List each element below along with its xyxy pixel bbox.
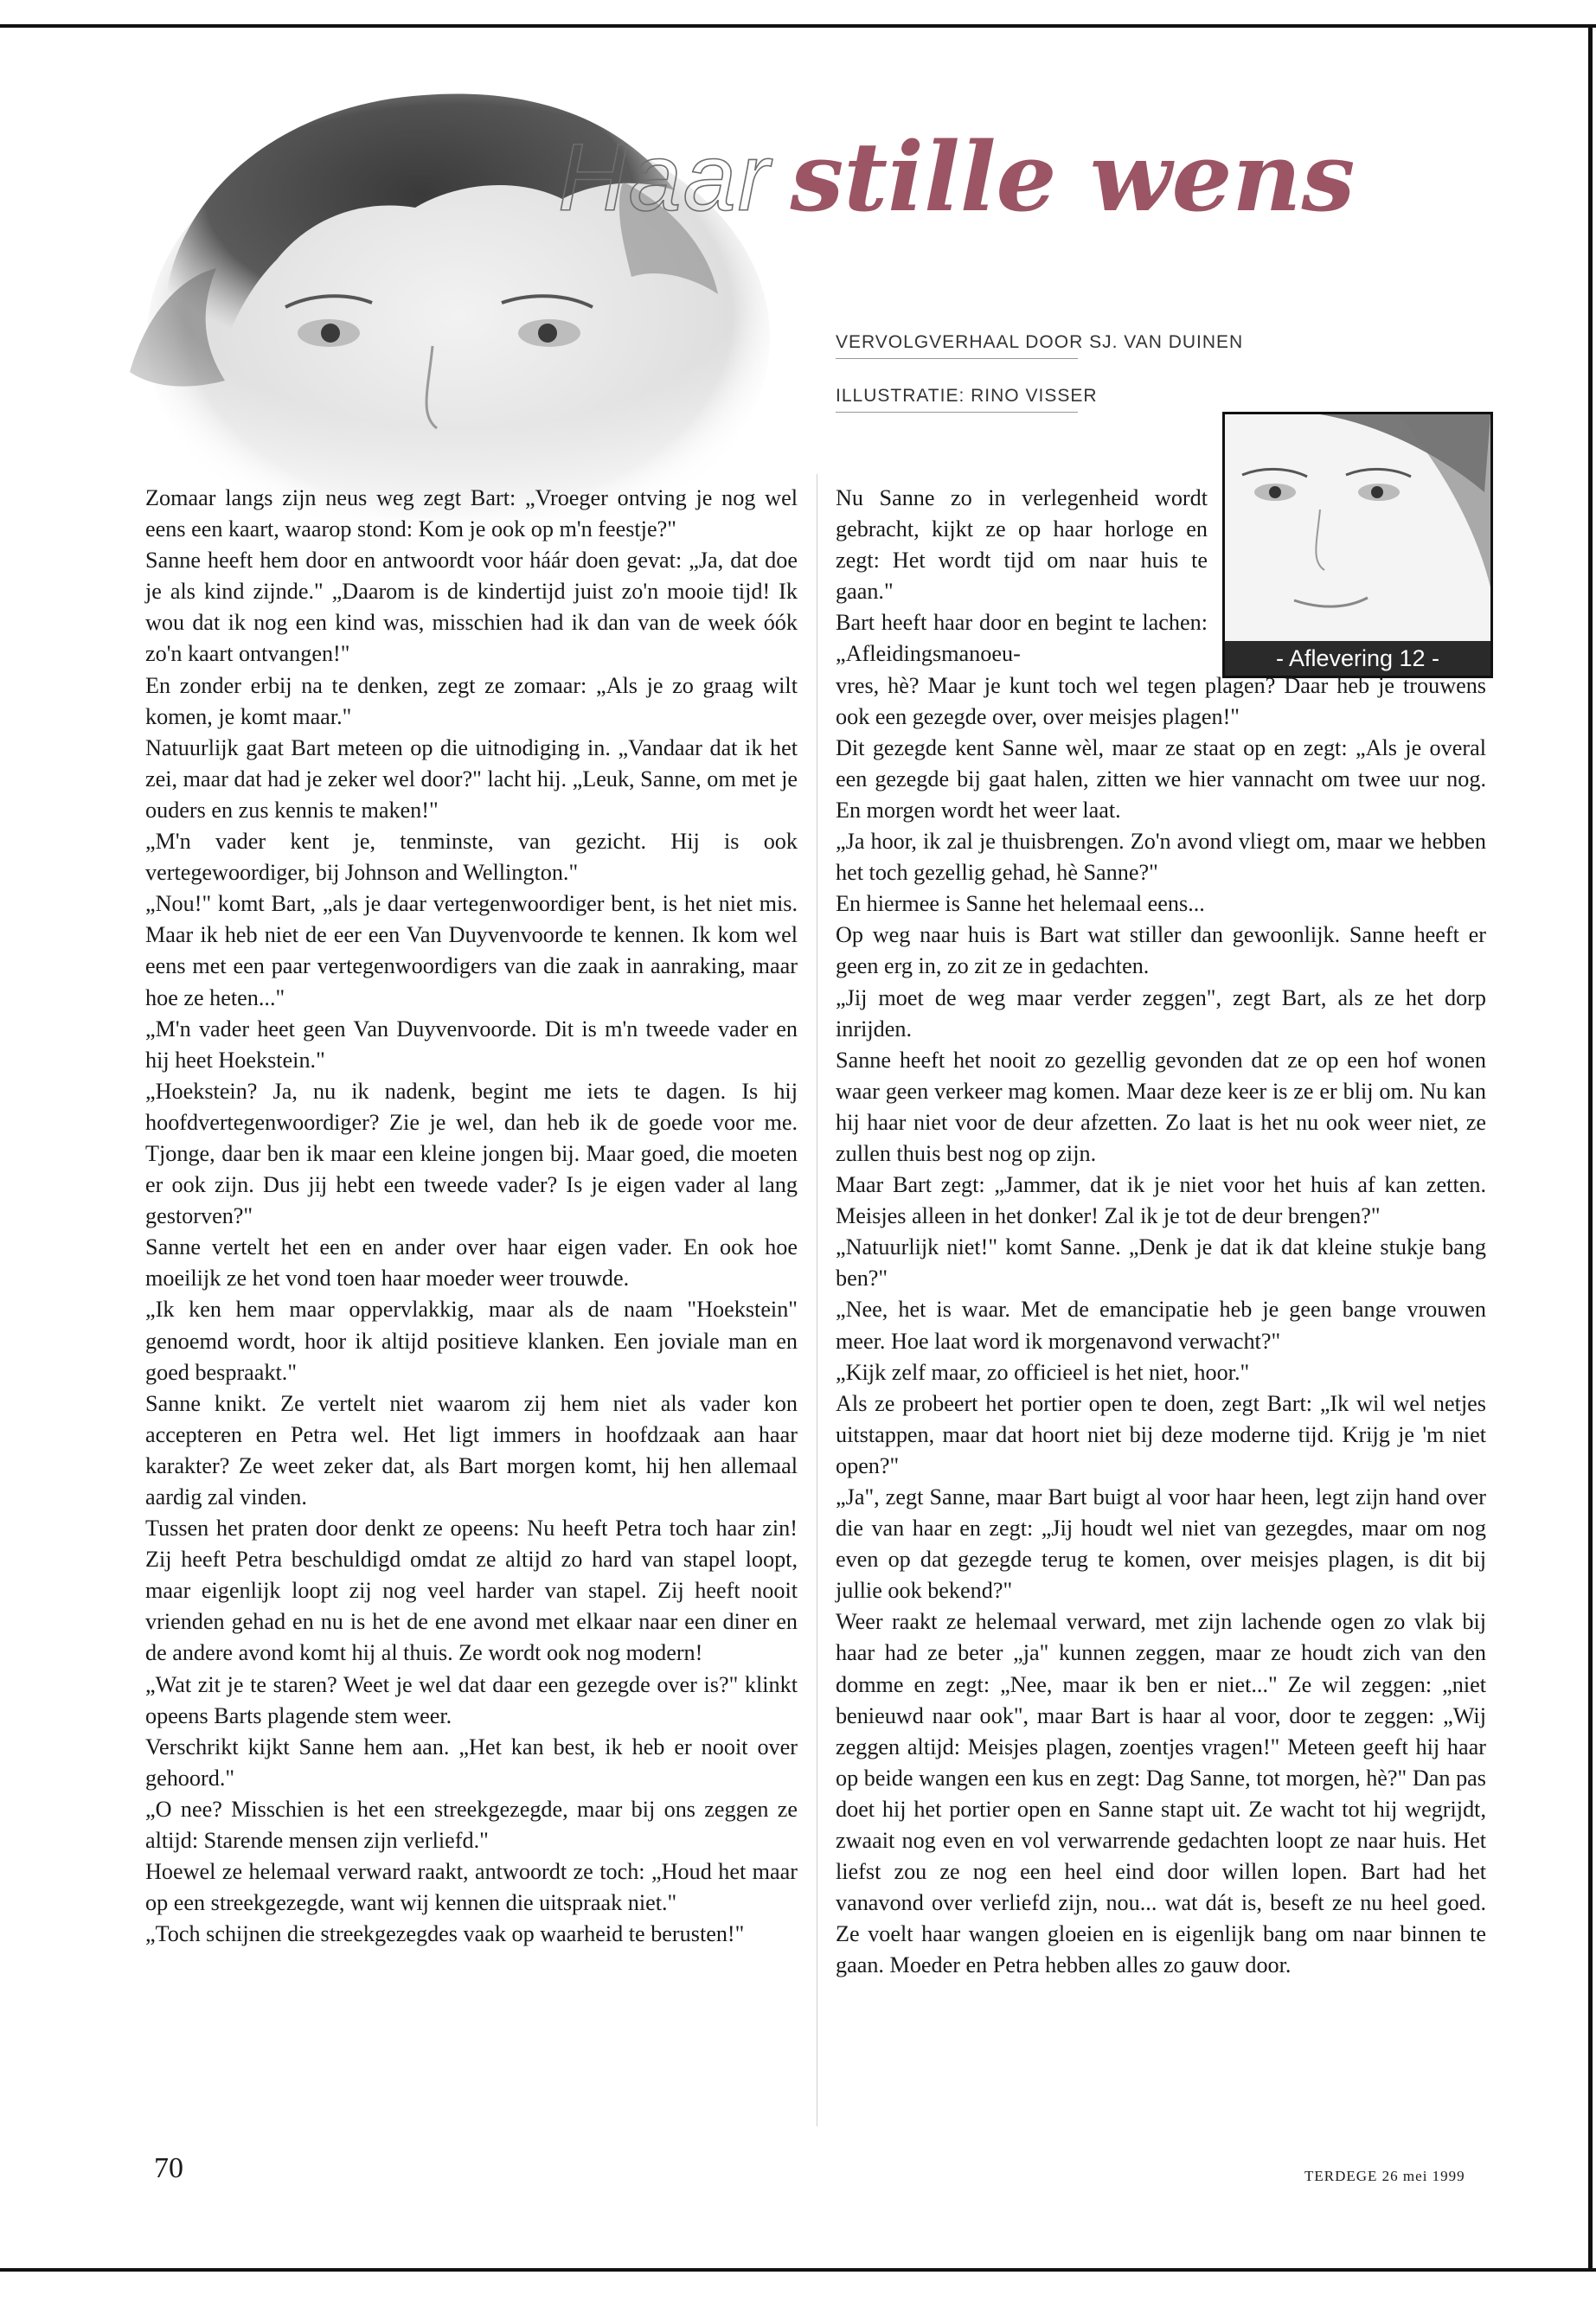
top-border-rule [0, 24, 1596, 28]
paragraph: „O nee? Misschien is het een streekgezegde, maar bij ons zeggen ze altijd: Starende mensen zijn verliefd." [145, 1796, 798, 1854]
episode-label: - Aflevering 12 - [1225, 641, 1490, 676]
paragraph: Sanne heeft hem door en antwoordt voor háár doen gevat: „Ja, dat doe je als kind zijnde." „Daarom is de kindertijd juist zo'n mooie tijd! Ik wou dat ik nog een kind was, misschien had ik dan van de week óók zo'n kaart ontvangen!" [145, 548, 798, 667]
paragraph: Sanne knikt. Ze vertelt niet waarom zij hem niet als vader kon accepteren en Petra wel. Het ligt immers in hoofdzaak aan haar karakter? Ze weet zeker dat, als Bart morgen komt, hij hen allemaal aardig zal vinden. [145, 1390, 798, 1509]
paragraph: Nu Sanne zo in verlegenheid wordt gebracht, kijkt ze op haar horloge en zegt: Het wordt tijd om naar huis te gaan." [836, 485, 1208, 605]
paragraph: Als ze probeert het portier open te doen, zegt Bart: „Ik wil wel netjes uitstappen, maar dat hoort niet bij deze moderne tijd. Krijg je 'm niet open?" [836, 1390, 1486, 1478]
paragraph: Verschrikt kijkt Sanne hem aan. „Het kan best, ik heb er nooit over gehoord." [145, 1734, 798, 1791]
byline-underline [836, 358, 1078, 359]
paragraph: „M'n vader kent je, tenminste, van gezicht. Hij is ook vertegewoordiger, bij Johnson and Wellington." [145, 829, 798, 886]
paragraph: „Wat zit je te staren? Weet je wel dat daar een gezegde over is?" klinkt opeens Barts plagende stem weer. [145, 1671, 798, 1728]
text-column-left [145, 483, 798, 1950]
bottom-border-rule [0, 2268, 1596, 2272]
paragraph: „Kijk zelf maar, zo officieel is het niet, hoor." [836, 1359, 1250, 1385]
paragraph: Natuurlijk gaat Bart meteen op die uitnodiging in. „Vandaar dat ik het zei, maar dat had je zeker wel door?" lacht hij. „Leuk, Sanne, om met je ouders en zus kennis te maken!" [145, 734, 798, 823]
paragraph: „Ja", zegt Sanne, maar Bart buigt al voor haar heen, legt zijn hand over die van haar en zegt: „Jij houdt wel niet van gezegdes, maar om nog even op dat gezegde terug te komen, over meisjes plagen, is dit bij jullie ook bekend?" [836, 1484, 1486, 1604]
byline-underline [836, 412, 1078, 413]
right-border-rule [1588, 24, 1593, 2272]
paragraph: Sanne vertelt het een en ander over haar eigen vader. En ook hoe moeilijk ze het vond toen haar moeder weer trouwde. [145, 1234, 798, 1292]
paragraph: „Jij moet de weg maar verder zeggen", zegt Bart, als ze het dorp inrijden. [836, 984, 1486, 1042]
article-title [558, 121, 1355, 234]
paragraph: „Natuurlijk niet!" komt Sanne. „Denk je dat ik dat kleine stukje bang ben?" [836, 1234, 1486, 1292]
paragraph: Hoewel ze helemaal verward raakt, antwoordt ze toch: „Houd het maar op een streekgezegde, want wij kennen die uitspraak niet." [145, 1859, 798, 1916]
paragraph: „Nee, het is waar. Met de emancipatie heb je geen bange vrouwen meer. Hoe laat word ik morgenavond verwacht?" [836, 1297, 1486, 1354]
paragraph: En hiermee is Sanne het helemaal eens... [836, 891, 1205, 917]
title-word-accent: stille wens [790, 121, 1356, 233]
paragraph: Weer raakt ze helemaal verward, met zijn lachende ogen zo vlak bij haar had ze beter „ja" kunnen zeggen, maar ze houdt zich van den domme en zegt: „Nee, maar ik ben er niet..." Ze wil zeggen: „niet benieuwd naar ook", maar Bart is haar al voor, door te zeggen: „Wij zeggen altijd: Meisjes plagen, zoentjes vragen!" Meteen geeft hij haar op beide wangen een kus en zegt: Dag Sanne, tot morgen, hè?" Dan pas doet hij het portier open en Sanne stapt uit. Ze wacht tot hij wegrijdt, zwaait nog even en vol verwarrende gedachten loopt ze naar huis. Het liefst zou ze nog een heel eind door willen lopen. Bart had het vanavond over verliefd zijn, nou... wat dát is, beseft ze nu heel goed. Ze voelt haar wangen gloeien en is eigenlijk bang om naar binnen te gaan. Moeder en Petra hebben alles zo gauw door. [836, 1609, 1486, 1978]
paragraph: „Hoekstein? Ja, nu ik nadenk, begint me iets te dagen. Is hij hoofdvertegenwoordiger? Zie je wel, dan heb ik de goede voor me. Tjonge, daar ben ik maar een kleine jongen bij. Maar goed, die moeten er ook zijn. Dus jij hebt een tweede vader? Is je eigen vader al lang gestorven?" [145, 1078, 798, 1229]
text-column-right [836, 483, 1486, 1982]
title-word-outlined: Haar [558, 125, 772, 231]
paragraph: Dit gezegde kent Sanne wèl, maar ze staat op en zegt: „Als je overal een gezegde bij gaat halen, zitten we hier vannacht om twee uur nog. En morgen wordt het weer laat. [836, 734, 1486, 823]
paragraph: „Toch schijnen die streekgezegdes vaak op waarheid te berusten!" [145, 1921, 745, 1947]
byline-serial: VERVOLGVERHAAL DOOR SJ. VAN DUINEN [836, 332, 1244, 352]
paragraph: Op weg naar huis is Bart wat stiller dan gewoonlijk. Sanne heeft er geen erg in, zo zit ze in gedachten. [836, 922, 1486, 979]
paragraph: Sanne heeft het nooit zo gezellig gevonden dat ze op een hof wonen waar geen verkeer mag komen. Maar deze keer is ze er blij om. Nu kan hij haar niet voor de deur afzetten. Zo laat is het nu ook weer niet, ze zullen thuis best nog op zijn. [836, 1047, 1486, 1166]
paragraph: „Nou!" komt Bart, „als je daar vertegenwoordiger bent, is het niet mis. Maar ik heb niet de eer een Van Duyvenvoorde te kennen. Ik kom wel eens met een paar vertegenwoordigers van die zaak in aanraking, maar hoe ze heten..." [145, 891, 798, 1010]
paragraph: Tussen het praten door denkt ze opeens: Nu heeft Petra toch haar zin! Zij heeft Petra beschuldigd omdat ze altijd zo hard van stapel loopt, maar eigenlijk loopt zij nog veel harder van stapel. Zij heeft nooit vrienden gehad en nu is het de ene avond met elkaar naar een diner en de andere avond komt hij al thuis. Ze wordt ook nog modern! [145, 1516, 798, 1666]
paragraph: Maar Bart zegt: „Jammer, dat ik je niet voor het huis af kan zetten. Meisjes alleen in het donker! Zal ik je tot de deur brengen?" [836, 1172, 1486, 1229]
paragraph: „Ja hoor, ik zal je thuisbrengen. Zo'n avond vliegt om, maar we hebben het toch gezellig gehad, hè Sanne?" [836, 829, 1486, 886]
paragraph: vres, hè? Maar je kunt toch wel tegen plagen? Daar heb je trouwens ook een gezegde over, over meisjes plagen!" [836, 672, 1486, 729]
paragraph: Bart heeft haar door en begint te lachen: „Afleidingsmanoeu- [836, 610, 1208, 667]
text-beside-inset [836, 483, 1208, 670]
paragraph: „M'n vader heet geen Van Duyvenvoorde. Dit is m'n tweede vader en hij heet Hoekstein." [145, 1016, 798, 1073]
paragraph: „Ik ken hem maar oppervlakkig, maar als de naam "Hoekstein" genoemd wordt, hoor ik altijd positieve klanken. Een joviale man en goed bespraakt." [145, 1297, 798, 1385]
paragraph: En zonder erbij na te denken, zegt ze zomaar: „Als je zo graag wilt komen, je komt maar." [145, 672, 798, 729]
paragraph: Zomaar langs zijn neus weg zegt Bart: „Vroeger ontving je nog wel eens een kaart, waarop stond: Kom je ook op m'n feestje?" [145, 485, 798, 542]
publication-footer: TERDEGE 26 mei 1999 [1304, 2168, 1465, 2184]
byline-illustration: ILLUSTRATIE: RINO VISSER [836, 386, 1098, 406]
page-number: 70 [154, 2152, 183, 2184]
